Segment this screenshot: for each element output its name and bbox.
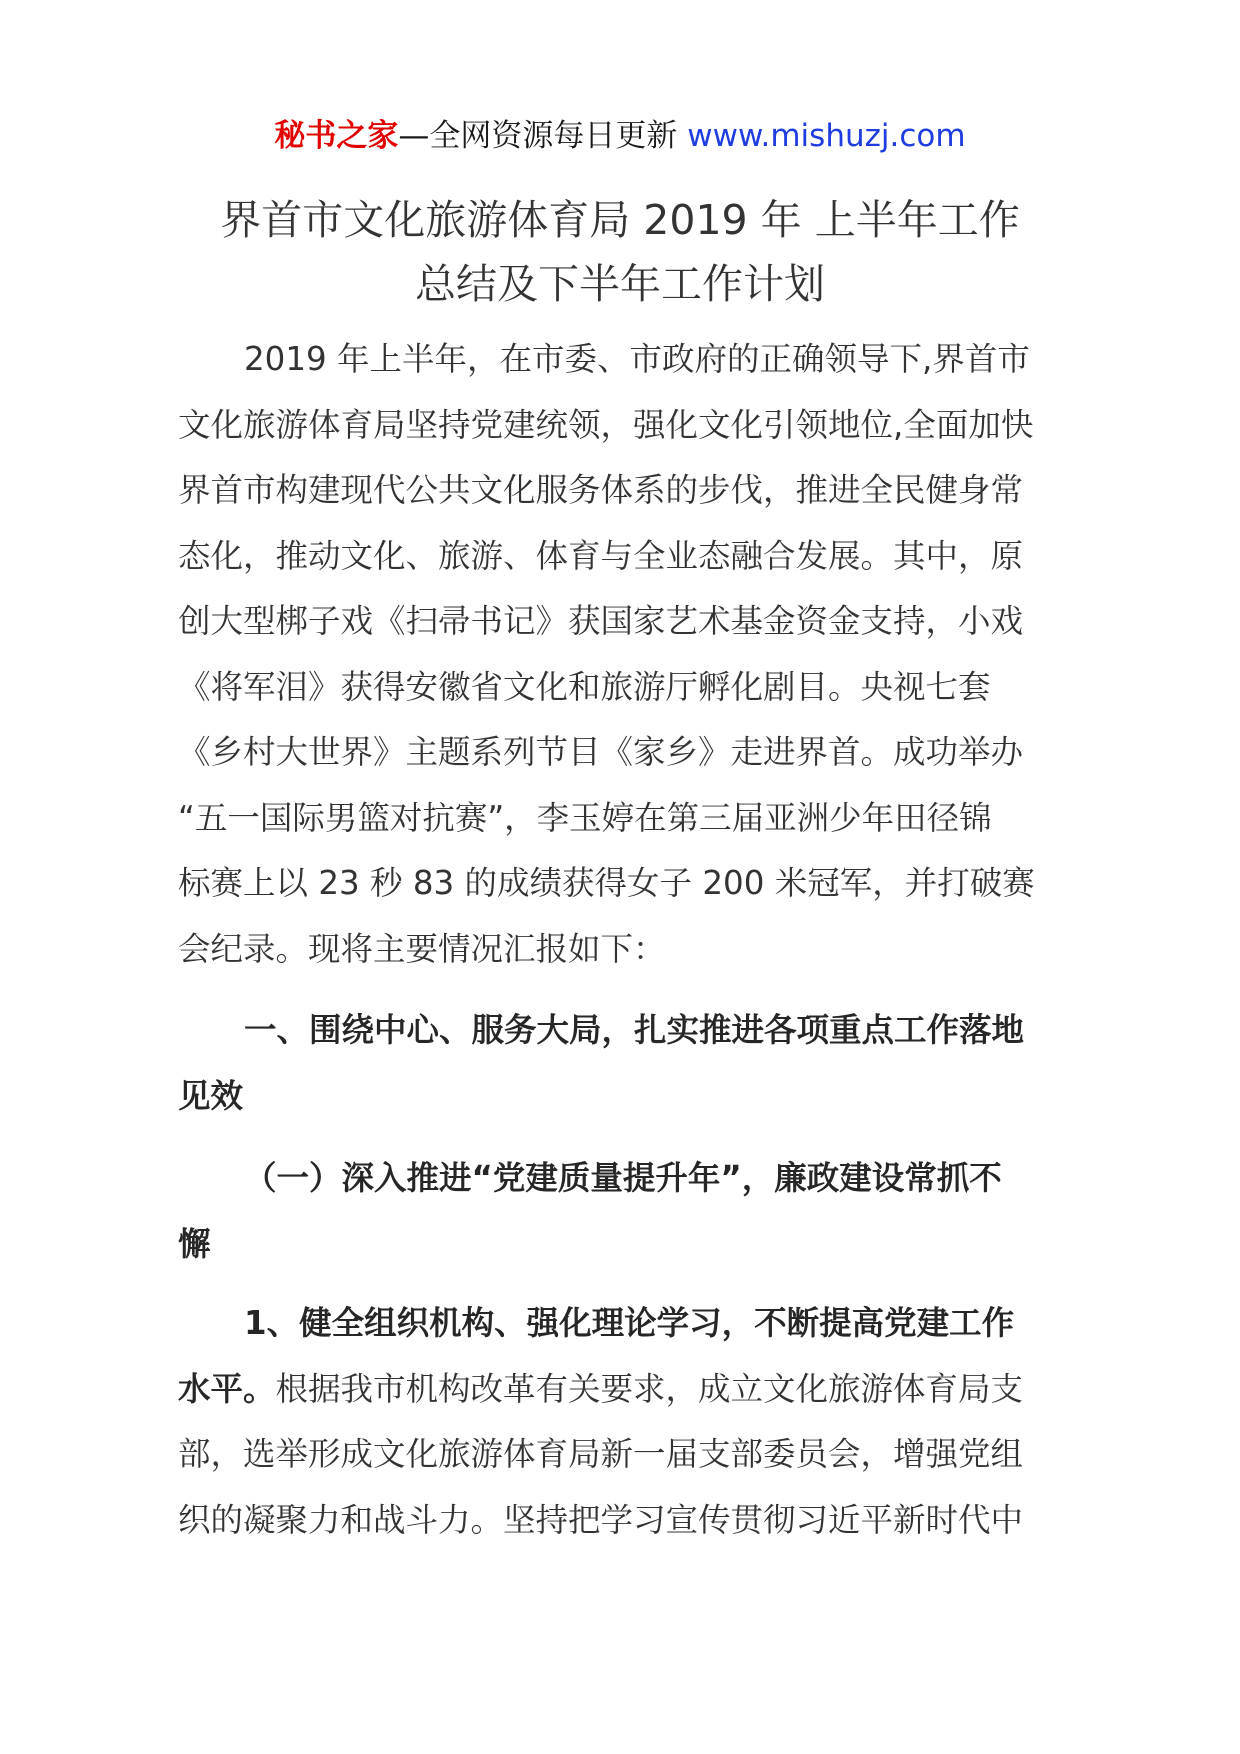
- paragraph-line: 标赛上以 23 秒 83 的成绩获得女子 200 米冠军，并打破赛: [178, 864, 1035, 902]
- paragraph-text: 根据我市机构改革有关要求，成立文化旅游体育局支: [275, 1369, 1024, 1408]
- title-line-1: 界首市文化旅游体育局 2019 年 上半年工作: [220, 196, 1020, 244]
- item-heading-end: 水平。: [178, 1369, 276, 1408]
- paragraph-line: “五一国际男篮对抗赛”，李玉婷在第三届亚洲少年田径锦: [178, 798, 992, 837]
- section-heading-1: [178, 998, 1068, 1129]
- brand-name: 秘书之家: [274, 118, 399, 154]
- paragraph-line: 2019 年上半年，在市委、市政府的正确领导下,界首市: [244, 340, 1030, 378]
- heading-line: 一、围绕中心、服务大局，扎实推进各项重点工作落地: [244, 1011, 1025, 1049]
- paragraph-line: 创大型梆子戏《扫帚书记》获国家艺术基金资金支持，小戏: [178, 602, 1024, 640]
- paragraph-line: 《乡村大世界》主题系列节目《家乡》走进界首。成功举办: [178, 733, 1024, 771]
- site-url-link[interactable]: www.mishuzj.com: [687, 118, 966, 154]
- item-heading-line: 1、健全组织机构、强化理论学习，不断提高党建工作: [244, 1304, 1015, 1342]
- paragraph-line: 织的凝聚力和战斗力。坚持把学习宣传贯彻习近平新时代中: [178, 1500, 1024, 1539]
- paragraph-line: 文化旅游体育局坚持党建统领，强化文化引领地位,全面加快: [178, 405, 1034, 444]
- item-1-paragraph: [178, 1291, 1068, 1553]
- paragraph-line: 部，选举形成文化旅游体育局新一届支部委员会，增强党组: [178, 1435, 1024, 1473]
- paragraph-line: 界首市构建现代公共文化服务体系的步伐，推进全民健身常: [178, 471, 1024, 509]
- paragraph-line: [178, 1357, 1068, 1423]
- title-line-2: 总结及下半年工作计划: [415, 260, 825, 308]
- paragraph-line: 会纪录。现将主要情况汇报如下：: [178, 929, 666, 968]
- heading-line: 见效: [178, 1076, 244, 1115]
- site-header: [0, 112, 1240, 160]
- heading-line: （一）深入推进“党建质量提升年”，廉政建设常抓不: [244, 1159, 1002, 1197]
- paragraph-line: 《将军泪》获得安徽省文化和旅游厅孵化剧目。央视七套: [178, 667, 991, 706]
- subsection-heading-1-1: [178, 1146, 1068, 1277]
- header-slogan: —全网资源每日更新: [398, 118, 678, 154]
- document-title: [160, 188, 1080, 316]
- paragraph-line: 态化，推动文化、旅游、体育与全业态融合发展。其中，原: [178, 536, 1024, 575]
- heading-line: 懈: [178, 1224, 211, 1263]
- intro-paragraph: [178, 327, 1068, 982]
